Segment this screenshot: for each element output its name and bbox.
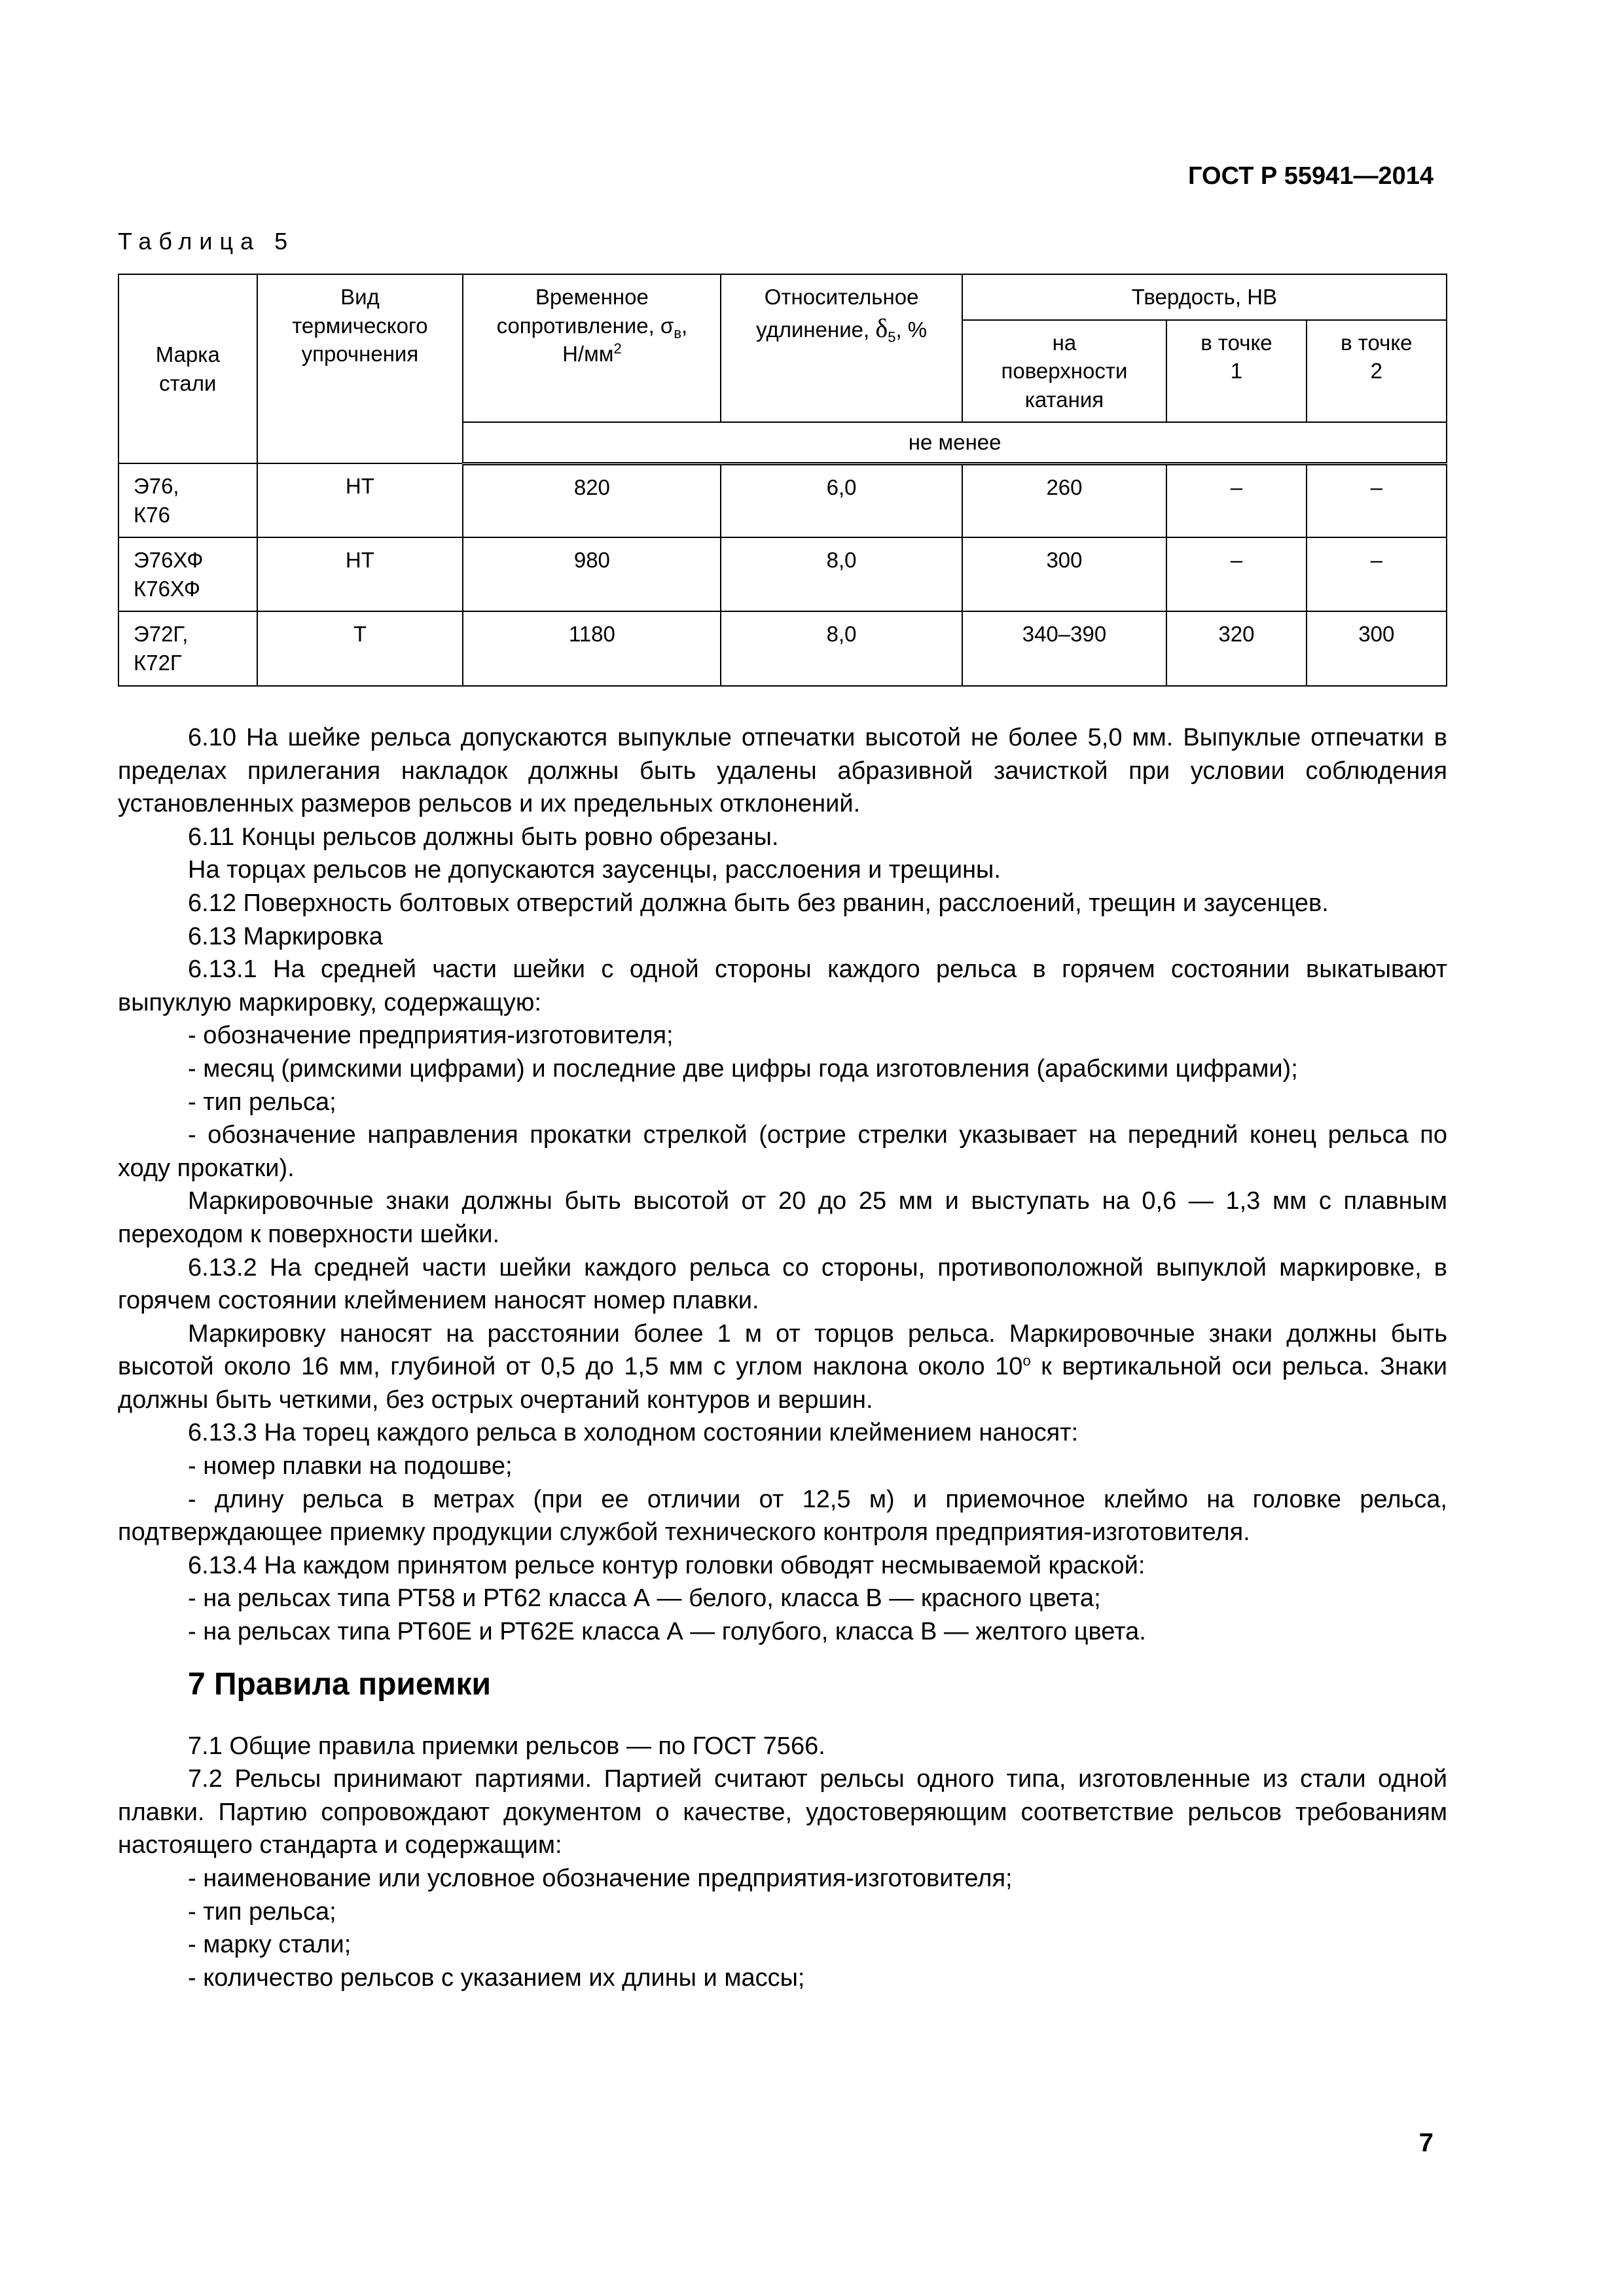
header-text: 2 — [1370, 359, 1382, 384]
header-text: катания — [1024, 387, 1104, 412]
table-row — [118, 611, 1447, 685]
cell-text: Э72Г, — [134, 622, 189, 647]
page-number: 7 — [1418, 2128, 1434, 2157]
cell-text: К76 — [134, 502, 170, 527]
header-text: Относительное — [764, 285, 919, 309]
paragraph: 7.1 Общие правила приемки рельсов — по ГОСТ 7566. — [188, 1732, 825, 1760]
header-text: Вид — [340, 285, 380, 309]
cell-grade — [118, 463, 257, 537]
section-heading: 7 Правила приемки — [188, 1666, 492, 1702]
paragraph: 6.13.4 На каждом принятом рельсе контур головки обводят несмываемой краской: — [188, 1551, 1146, 1579]
list-item: - на рельсах типа РТ58 и РТ62 класса А — белого, класса В — красного цвета; — [188, 1585, 1101, 1613]
header-text: 1 — [1230, 359, 1243, 384]
header-min-note: не менее — [463, 422, 1447, 463]
delta-symbol: δ — [875, 313, 888, 343]
table-caption: Таблица 5 — [118, 228, 295, 255]
header-text: Временное — [535, 285, 649, 309]
header-point-2 — [1307, 320, 1447, 423]
cell-tensile: 980 — [463, 537, 721, 611]
paragraph-text: Маркировку наносят на расстоянии более 1 м от торцов рельса. Маркировочные знаки должны быть высотой около 16 мм, глубиной от 0,5 до 1,5 мм с углом наклона около 10 — [118, 1319, 1447, 1381]
cell-treatment: Т — [257, 611, 463, 685]
header-text: Марка — [155, 342, 220, 367]
header-text: сопротивление, σ — [496, 313, 674, 338]
cell-point-2: – — [1307, 463, 1447, 537]
header-hardness: Твердость, НВ — [962, 274, 1447, 320]
paragraph: 6.13.3 На торец каждого рельса в холодном состоянии клеймением наносят: — [188, 1419, 1079, 1447]
header-text: удлинение, — [756, 317, 876, 342]
list-item: - обозначение предприятия-изготовителя; — [188, 1022, 674, 1050]
header-text: термического — [292, 313, 428, 338]
paragraph: 6.10 На шейке рельса допускаются выпуклые отпечатки высотой не более 5,0 мм. Выпуклые отпечатки в пределах прилегания накладок должны быть удалены абразивной зачисткой при условии соблюдения установленных размеров рельсов и их предельных отклонений. — [118, 724, 1447, 818]
cell-elongation: 8,0 — [721, 611, 962, 685]
list-item: - месяц (римскими цифрами) и последние две цифры года изготовления (арабскими цифрами); — [188, 1054, 1298, 1083]
cell-point-2: – — [1307, 537, 1447, 611]
cell-surface: 300 — [962, 537, 1167, 611]
cell-point-1: – — [1166, 463, 1306, 537]
paragraph: 6.12 Поверхность болтовых отверстий должна быть без рванин, расслоений, трещин и заусенцев. — [188, 889, 1329, 917]
list-item: - номер плавки на подошве; — [188, 1452, 513, 1480]
document-body — [118, 721, 1447, 1994]
cell-point-1: – — [1166, 537, 1306, 611]
cell-tensile: 1180 — [463, 611, 721, 685]
header-text: , — [681, 313, 688, 338]
cell-point-1: 320 — [1166, 611, 1306, 685]
cell-grade — [118, 611, 257, 685]
paragraph: На торцах рельсов не допускаются заусенцы, расслоения и трещины. — [188, 856, 1001, 884]
list-item: - на рельсах типа РТ60Е и РТ62Е класса А — голубого, класса В — желтого цвета. — [188, 1618, 1146, 1646]
header-elongation — [721, 274, 962, 422]
header-text: , % — [895, 317, 928, 342]
cell-elongation: 8,0 — [721, 537, 962, 611]
header-text: в точке — [1200, 330, 1272, 355]
header-subscript: 5 — [888, 329, 896, 346]
header-text: на — [1052, 330, 1077, 355]
document-code: ГОСТ Р 55941—2014 — [1188, 162, 1434, 190]
cell-text: К76ХФ — [134, 576, 200, 601]
header-text: в точке — [1341, 330, 1413, 355]
cell-text: Э76, — [134, 474, 179, 499]
paragraph-text: к вертикальной оси рельса. Знаки должны быть четкими, без острых очертаний контуров и вершин. — [118, 1353, 1447, 1414]
paragraph: 6.13.2 На средней части шейки каждого рельса со стороны, противоположной выпуклой маркировке, в горячем состоянии клеймением наносят номер плавки. — [118, 1253, 1447, 1315]
table-row — [118, 463, 1447, 537]
header-unit: Н/мм — [562, 342, 614, 367]
table-header-row — [118, 274, 1447, 320]
list-item: - тип рельса; — [188, 1088, 336, 1116]
header-point-1 — [1166, 320, 1306, 423]
cell-treatment: НТ — [257, 537, 463, 611]
paragraph: 6.11 Концы рельсов должны быть ровно обрезаны. — [188, 823, 779, 851]
cell-text: К72Г — [134, 650, 182, 675]
list-item: - марку стали; — [188, 1931, 352, 1959]
table-row — [118, 537, 1447, 611]
cell-point-2: 300 — [1307, 611, 1447, 685]
cell-tensile: 820 — [463, 463, 721, 537]
list-item: - длину рельса в метрах (при ее отличии от 12,5 м) и приемочное клеймо на головке рельса, подтверждающее приемку продукции службой технического контроля предприятия-изготовителя. — [118, 1485, 1447, 1547]
header-text: поверхности — [1001, 359, 1128, 384]
header-superscript: 2 — [613, 340, 622, 357]
paragraph: 6.13.1 На средней части шейки с одной стороны каждого рельса в горячем состоянии выкатывают выпуклую маркировку, содержащую: — [118, 956, 1447, 1016]
header-tensile — [463, 274, 721, 422]
list-item: - обозначение направления прокатки стрелкой (острие стрелки указывает на передний конец рельса по ходу прокатки). — [118, 1121, 1447, 1182]
cell-elongation: 6,0 — [721, 463, 962, 537]
degree-superscript: о — [1022, 1352, 1031, 1369]
cell-treatment: НТ — [257, 463, 463, 537]
cell-surface: 260 — [962, 463, 1167, 537]
header-text: стали — [159, 370, 217, 395]
cell-surface: 340–390 — [962, 611, 1167, 685]
list-item: - наименование или условное обозначение предприятия-изготовителя; — [188, 1865, 1013, 1892]
cell-grade — [118, 537, 257, 611]
list-item: - количество рельсов с указанием их длины и массы; — [188, 1964, 805, 1992]
header-subscript: в — [674, 325, 681, 342]
header-text: упрочнения — [301, 342, 419, 367]
header-treatment — [257, 274, 463, 463]
paragraph: Маркировочные знаки должны быть высотой от 20 до 25 мм и выступать на 0,6 — 1,3 мм с плавным переходом к поверхности шейки. — [118, 1187, 1447, 1248]
cell-text: Э76ХФ — [134, 548, 204, 573]
header-grade — [118, 274, 257, 463]
paragraph — [118, 1318, 1447, 1417]
header-surface — [962, 320, 1167, 423]
list-item: - тип рельса; — [188, 1897, 336, 1926]
paragraph: 7.2 Рельсы принимают партиями. Партией считают рельсы одного типа, изготовленные из стали одной плавки. Партию сопровождают документом о качестве, удостоверяющим соответствие рельсов требованиям настоящего стандарта и содержащим: — [118, 1765, 1447, 1859]
paragraph: 6.13 Маркировка — [188, 922, 383, 950]
properties-table — [118, 274, 1447, 687]
